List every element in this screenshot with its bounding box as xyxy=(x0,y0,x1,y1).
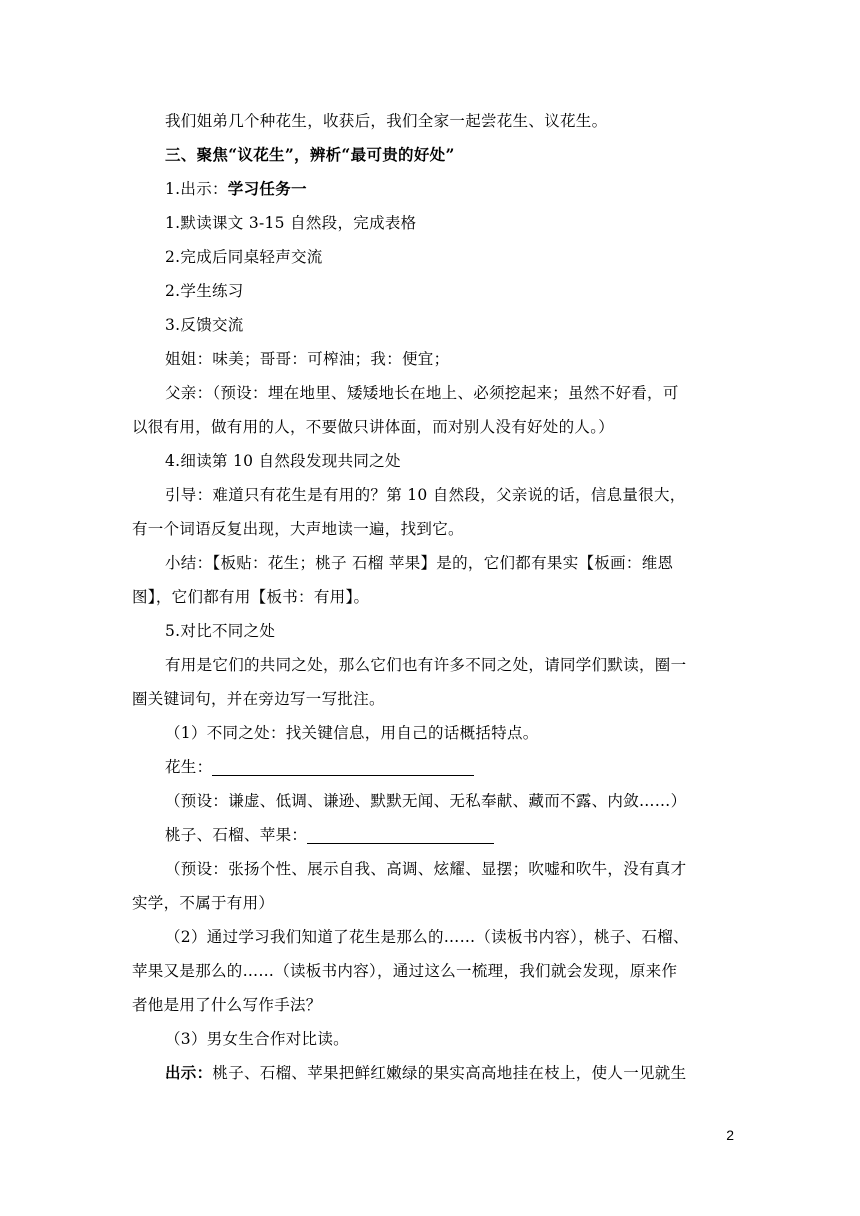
text-line xyxy=(132,920,732,954)
line-text: 桃子、石榴、苹果： xyxy=(165,826,308,844)
line-text: 2.完成后同桌轻声交流 xyxy=(165,248,323,266)
text-line xyxy=(132,1022,732,1056)
text-line xyxy=(132,1056,732,1090)
line-text: 有用是它们的共同之处，那么它们也有许多不同之处，请同学们默读，圈一 xyxy=(165,656,687,674)
text-line xyxy=(132,750,732,784)
line-text: 父亲：（预设：埋在地里、矮矮地长在地上、必须挖起来；虽然不好看，可 xyxy=(165,384,679,402)
line-text: 3.反馈交流 xyxy=(165,316,244,334)
text-line xyxy=(132,886,732,920)
text-line xyxy=(132,104,732,138)
bold-prefix: 出示： xyxy=(165,1063,213,1082)
text-line xyxy=(132,138,732,172)
line-text: 花生： xyxy=(165,758,213,776)
line-text: 苹果又是那么的……（读板书内容），通过这么一梳理，我们就会发现，原来作 xyxy=(132,962,678,980)
line-text: （2）通过学习我们知道了花生是那么的……（读板书内容），桃子、石榴、 xyxy=(165,928,689,946)
line-text: 桃子、石榴、苹果把鲜红嫩绿的果实高高地挂在枝上，使人一见就生 xyxy=(212,1064,687,1082)
document-body xyxy=(132,104,732,1090)
page-number: 2 xyxy=(726,1127,734,1143)
text-line xyxy=(132,478,732,512)
text-line xyxy=(132,818,732,852)
line-text: 5.对比不同之处 xyxy=(165,622,276,640)
text-line xyxy=(132,546,732,580)
text-line xyxy=(132,682,732,716)
line-text: 2.学生练习 xyxy=(165,282,244,300)
line-text: （预设：谦虚、低调、谦逊、默默无闻、无私奉献、藏而不露、内敛……） xyxy=(165,792,687,810)
text-line xyxy=(132,444,732,478)
line-text: （预设：张扬个性、展示自我、高调、炫耀、显摆；吹嘘和吹牛，没有真才 xyxy=(165,860,687,878)
text-line xyxy=(132,512,732,546)
line-text: （1）不同之处：找关键信息，用自己的话概括特点。 xyxy=(165,724,539,742)
line-text: （3）男女生合作对比读。 xyxy=(165,1030,349,1048)
text-line xyxy=(132,308,732,342)
line-text: 圈关键词句，并在旁边写一写批注。 xyxy=(132,690,385,708)
text-line xyxy=(132,784,732,818)
text-line xyxy=(132,716,732,750)
text-line xyxy=(132,172,732,206)
line-text: 三、聚焦“议花生”，辨析“最可贵的好处” xyxy=(165,145,455,164)
text-line xyxy=(132,274,732,308)
line-text: 实学，不属于有用） xyxy=(132,894,275,912)
text-line xyxy=(132,954,732,988)
text-line xyxy=(132,852,732,886)
text-line xyxy=(132,614,732,648)
line-text: 1.默读课文 3-15 自然段，完成表格 xyxy=(165,214,417,232)
text-line xyxy=(132,342,732,376)
line-text: 1.出示： xyxy=(165,180,228,198)
line-text: 我们姐弟几个种花生，收获后，我们全家一起尝花生、议花生。 xyxy=(165,112,608,130)
bold-suffix: 学习任务一 xyxy=(227,179,307,198)
text-line xyxy=(132,240,732,274)
line-text: 4.细读第 10 自然段发现共同之处 xyxy=(165,452,401,470)
line-text: 有一个词语反复出现，大声地读一遍，找到它。 xyxy=(132,520,464,538)
line-text: 者他是用了什么写作手法？ xyxy=(132,996,322,1014)
text-line xyxy=(132,580,732,614)
line-text: 小结：【板贴：花生；桃子 石榴 苹果】是的，它们都有果实【板画：维恩 xyxy=(165,554,674,572)
line-text: 引导：难道只有花生是有用的？第 10 自然段，父亲说的话，信息量很大， xyxy=(165,486,686,504)
text-line xyxy=(132,206,732,240)
line-text: 图】，它们都有用【板书：有用】。 xyxy=(132,588,370,606)
fill-in-blank xyxy=(307,825,494,844)
text-line xyxy=(132,988,732,1022)
line-text: 以很有用，做有用的人，不要做只讲体面，而对别人没有好处的人。） xyxy=(132,418,615,436)
text-line xyxy=(132,648,732,682)
text-line xyxy=(132,376,732,410)
line-text: 姐姐：味美；哥哥：可榨油；我：便宜； xyxy=(165,350,450,368)
fill-in-blank xyxy=(212,757,474,776)
text-line xyxy=(132,410,732,444)
